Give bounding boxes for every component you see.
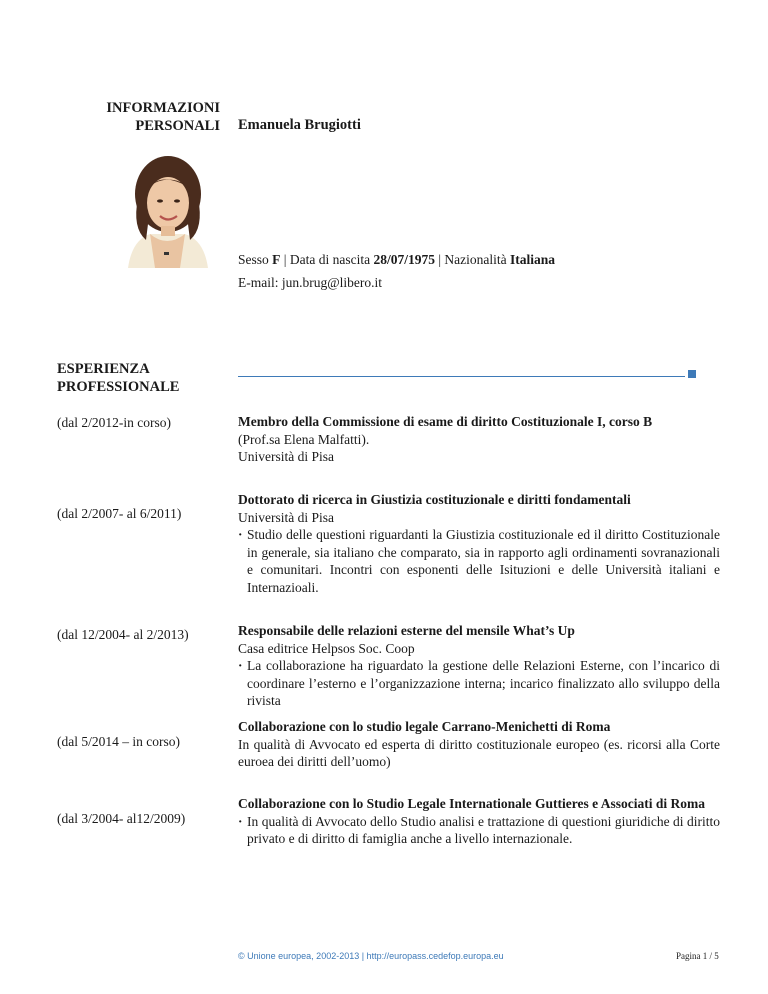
entry-date: (dal 2/2012-in corso) bbox=[57, 415, 171, 430]
bullet-icon: · bbox=[238, 813, 243, 829]
nationality-value: Italiana bbox=[510, 252, 556, 267]
entry-description: In qualità di Avvocato ed esperta di diritto costituzionale europeo (es. ricorsi alla Corte euroea dei diritti dell’uomo) bbox=[238, 736, 720, 769]
email-line[interactable]: E-mail: jun.brug@libero.it bbox=[238, 275, 383, 290]
entry-organization: Università di Pisa bbox=[238, 449, 334, 464]
entry-date: (dal 12/2004- al 2/2013) bbox=[57, 627, 189, 642]
profile-photo bbox=[120, 148, 215, 268]
entry-title: Collaborazione con lo Studio Legale Internationale Guttieres e Associati di Roma bbox=[238, 796, 705, 811]
bullet-icon: · bbox=[238, 527, 243, 542]
dob-label: | Data di nascita bbox=[280, 252, 374, 267]
entry-subtitle: (Prof.sa Elena Malfatti). bbox=[238, 431, 370, 447]
entry-bullet bbox=[238, 526, 720, 596]
experience-entry bbox=[238, 718, 720, 771]
experience-entry bbox=[238, 413, 720, 466]
entry-date: (dal 2/2007- al 6/2011) bbox=[57, 506, 182, 521]
section-label-experience bbox=[57, 360, 179, 396]
nationality-label: | Nazionalità bbox=[434, 252, 511, 267]
section-marker-icon bbox=[688, 370, 696, 378]
experience-entry bbox=[238, 622, 720, 710]
bullet-text: Studio delle questioni riguardanti la Giustizia costituzionale ed il diritto Costituzionale in generale, sia italiano che comparato, sia in rapporto agli ordinamenti sovranazionali e comunitari. Incontri con esponenti delle Isituzioni e delle Università italiani e Internazioali. bbox=[247, 527, 720, 595]
entry-title: Dottorato di ricerca in Giustizia costituzionale e diritti fondamentali bbox=[238, 492, 631, 507]
experience-entry bbox=[238, 491, 720, 596]
personal-details bbox=[238, 251, 555, 268]
bullet-text: La collaborazione ha riguardato la gestione delle Relazioni Esterne, con l’incarico di coordinare l’esterno e l’organizzazione interna; incarico finalizzato allo sviluppo della rivista bbox=[247, 658, 720, 708]
entry-title: Collaborazione con lo studio legale Carrano-Menichetti di Roma bbox=[238, 719, 611, 734]
entry-date: (dal 3/2004- al12/2009) bbox=[57, 811, 186, 826]
entry-organization: Università di Pisa bbox=[238, 509, 334, 525]
section-label-line2: PROFESSIONALE bbox=[57, 379, 180, 395]
person-name: Emanuela Brugiotti bbox=[238, 117, 361, 133]
dob-value: 28/07/1975 bbox=[373, 252, 435, 267]
section-label-line2: PERSONALI bbox=[135, 118, 220, 134]
entry-bullet bbox=[238, 813, 720, 848]
sex-value: F bbox=[272, 252, 281, 267]
entry-title: Responsabile delle relazioni esterne del mensile What’s Up bbox=[238, 623, 575, 638]
footer-copyright[interactable]: © Unione europea, 2002-2013 | http://europass.cedefop.europa.eu bbox=[238, 951, 504, 961]
entry-organization: Casa editrice Helpsos Soc. Coop bbox=[238, 640, 415, 656]
sex-label: Sesso bbox=[238, 252, 273, 267]
section-divider bbox=[238, 376, 685, 377]
bullet-text: In qualità di Avvocato dello Studio analisi e trattazione di questioni giuridiche di diritto privato e di diritto di famiglia anche a livello internazionale. bbox=[247, 813, 720, 846]
section-label-personal bbox=[80, 99, 220, 135]
section-label-line1: ESPERIENZA bbox=[57, 361, 150, 377]
experience-entry bbox=[238, 795, 720, 848]
page-number: Pagina 1 / 5 bbox=[676, 951, 719, 961]
section-label-line1: INFORMAZIONI bbox=[106, 100, 220, 116]
entry-bullet bbox=[238, 657, 720, 710]
entry-title: Membro della Commissione di esame di diritto Costituzionale I, corso B bbox=[238, 414, 653, 429]
entry-date: (dal 5/2014 – in corso) bbox=[57, 734, 180, 749]
bullet-icon: · bbox=[238, 658, 243, 673]
